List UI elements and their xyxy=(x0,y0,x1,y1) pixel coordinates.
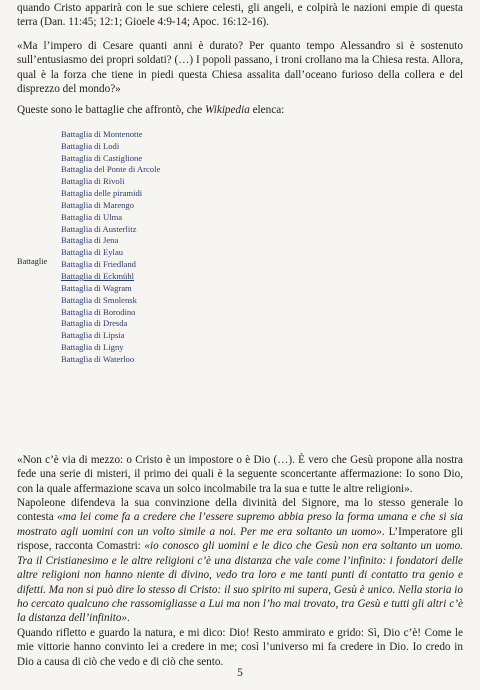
napoleon-text-a: Napoleone difendeva la sua convinzione della divinità del Signore, ma lo stesso generale lo contesta xyxy=(17,497,463,524)
page-number: 5 xyxy=(237,667,243,679)
paragraph-quote-empire: «Ma l’impero di Cesare quanti anni è durato? Per quanto tempo Alessandro si è sostenuto sull’entusiasmo dei propri soldati? (…) I popoli passano, i troni crollano ma la Chiesa resta. Allora, qual è la forza che tiene in piedi questa Chiesa assalita dall’oceano furioso della collera e del disprezzo del mondo?» xyxy=(17,39,463,96)
battles-table xyxy=(17,127,463,447)
battle-link[interactable]: Battaglia di Marengo xyxy=(61,199,135,210)
battle-link[interactable]: Battaglia di Eckmühl xyxy=(61,270,135,281)
general-quote: «ma lei come fa a credere che l’essere supremo abbia preso la forma umana e che si sia mostrato agli uomini con un volto simile a noi. Per me era soltanto un uomo» xyxy=(17,511,463,538)
intro-text-end: elenca: xyxy=(249,104,285,117)
battle-link[interactable]: Battaglia di Eylau xyxy=(61,247,124,258)
battle-link[interactable]: Battaglia di Wagram xyxy=(61,282,132,293)
paragraph-quote-christ: «Non c’è via di mezzo: o Cristo è un impostore o è Dio (…). È vero che Gesù propone alla nostra fede una serie di misteri, il primo dei quali è la seguente sconcertante affermazione: Io sono Dio, con la quale affermazione scava un solco incolmabile tra la sua e tutte le altre religioni». xyxy=(17,453,463,495)
napoleon-text-e: . xyxy=(127,612,130,625)
battle-link[interactable]: Battaglia delle piramidi xyxy=(61,188,143,199)
battle-link[interactable]: Battaglia di Montenotte xyxy=(61,128,143,139)
paragraph-napoleon xyxy=(17,496,463,626)
battle-link[interactable]: Battaglia di Friedland xyxy=(61,259,136,270)
battles-label: Battaglie xyxy=(17,256,48,266)
paragraph-battles-intro xyxy=(17,103,463,117)
battle-link[interactable]: Battaglia di Lodi xyxy=(61,140,120,151)
battle-link[interactable]: Battaglia di Ulma xyxy=(61,211,123,222)
battle-link[interactable]: Battaglia di Austerlitz xyxy=(61,223,137,234)
battle-link[interactable]: Battaglia di Rivoli xyxy=(61,176,125,187)
battle-link[interactable]: Battaglia di Castiglione xyxy=(61,152,143,163)
document-page xyxy=(17,0,463,669)
battle-link[interactable]: Battaglia di Jena xyxy=(61,235,119,246)
napoleon-text-c: . L’Imperatore gli rispose, racconta Comastri: xyxy=(17,525,463,553)
intro-text: Queste sono le battaglie che affrontò, che xyxy=(17,104,206,117)
wikipedia-source: Wikipedia xyxy=(205,104,250,117)
battle-link[interactable]: Battaglia del Ponte di Arcole xyxy=(61,164,161,175)
battle-link[interactable]: Battaglia di Lipsia xyxy=(61,330,125,341)
battle-link[interactable]: Battaglia di Dresda xyxy=(61,318,128,329)
battle-link[interactable]: Battaglia di Smolensk xyxy=(61,294,137,305)
emperor-quote: «io conosco gli uomini e le dico che Gesù non era soltanto un uomo. Tra il Cristianesimo e le altre religioni c’è una distanza che vale come l’infinito: i fondatori delle altre religioni non hanno niente di divino, vedo tra loro e me tanti punti di contatto tra genio e difetti. Ma non si può dire lo stesso di Cristo: il suo spirito mi supera, Gesù è unico. Nella storia io ho cercato qualcuno che rassomigliasse a Lui ma non l’ho mai trovato, tra Gesù e tutti gli altri c’è la distanza dell’infinito» xyxy=(17,540,463,625)
battle-link[interactable]: Battaglia di Waterloo xyxy=(61,353,135,364)
battle-link[interactable]: Battaglia di Borodino xyxy=(61,306,136,317)
battles-list xyxy=(61,129,160,366)
paragraph-prophecy: quando Cristo apparirà con le sue schiere celesti, gli angeli, e colpirà le nazioni empie di questa terra (Dan. 11:45; 12:1; Gioele 4:9-14; Apoc. 16:12-16). xyxy=(17,2,463,29)
paragraph-nature: Quando rifletto e guardo la natura, e mi dico: Dio! Resto ammirato e grido: Sì, Dio c’è! Come le mie vittorie hanno convinto lei a credere in me; così l’universo mi fa credere in Dio. Io credo in Dio a causa di ciò che vedo e di ciò che sento. xyxy=(17,626,463,668)
battle-link[interactable]: Battaglia di Ligny xyxy=(61,342,124,353)
